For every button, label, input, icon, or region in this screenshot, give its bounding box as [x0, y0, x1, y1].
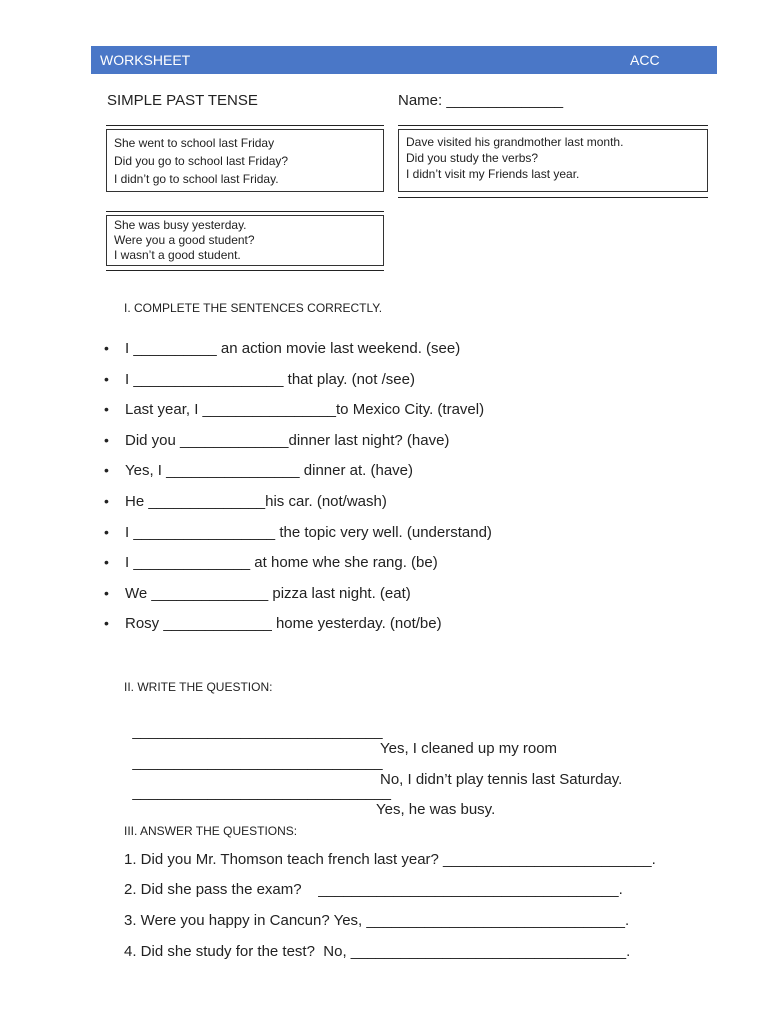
- worksheet-banner: [91, 46, 717, 74]
- given-answer: No, I didn’t play tennis last Saturday.: [380, 771, 623, 788]
- divider: [398, 197, 708, 198]
- example-line: She was busy yesterday.: [114, 218, 247, 232]
- list-item: • I __________________ that play. (not /see): [104, 371, 492, 402]
- list-item: • Did you _____________dinner last night? (have): [104, 432, 492, 463]
- banner-title: WORKSHEET: [100, 52, 191, 68]
- divider: [106, 125, 384, 126]
- list-item: • We ______________ pizza last night. (eat): [104, 585, 492, 616]
- section-2-heading: II. WRITE THE QUESTION:: [124, 680, 273, 694]
- question-blank[interactable]: ______________________________: [132, 754, 383, 771]
- example-line: Dave visited his grandmother last month.: [406, 135, 624, 149]
- divider: [106, 211, 384, 212]
- divider: [106, 270, 384, 271]
- list-item: • He ______________his car. (not/wash): [104, 493, 492, 524]
- example-line: Did you go to school last Friday?: [114, 154, 289, 168]
- section-1-list: [104, 340, 492, 646]
- list-item: • I _________________ the topic very well. (understand): [104, 524, 492, 555]
- name-field[interactable]: Name: ______________: [398, 92, 564, 109]
- question-row: [124, 767, 496, 818]
- example-line: I didn’t go to school last Friday.: [114, 172, 279, 186]
- answer-question: 4. Did she study for the test? No, _________________________________.: [124, 943, 631, 960]
- question-blank[interactable]: _______________________________: [132, 784, 391, 801]
- given-answer: Yes, I cleaned up my room: [380, 740, 558, 757]
- question-blank[interactable]: ______________________________: [132, 723, 383, 740]
- example-line: I didn’t visit my Friends last year.: [406, 167, 580, 181]
- list-item: • Rosy _____________ home yesterday. (not/be): [104, 615, 492, 646]
- list-item: • I __________ an action movie last weekend. (see): [104, 340, 492, 371]
- example-line: Were you a good student?: [114, 233, 255, 247]
- list-item: • Last year, I ________________to Mexico City. (travel): [104, 401, 492, 432]
- list-item: • I ______________ at home whe she rang. (be): [104, 554, 492, 585]
- example-line: I wasn’t a good student.: [114, 248, 241, 262]
- list-item: • Yes, I ________________ dinner at. (have): [104, 462, 492, 493]
- example-box-2: [398, 129, 708, 192]
- section-1-heading: I. COMPLETE THE SENTENCES CORRECTLY.: [124, 301, 383, 315]
- banner-code: ACC: [630, 52, 660, 68]
- example-line: She went to school last Friday: [114, 136, 275, 150]
- page-title: SIMPLE PAST TENSE: [107, 92, 258, 109]
- example-line: Did you study the verbs?: [406, 151, 539, 165]
- example-box-1: [106, 129, 384, 192]
- given-answer: Yes, he was busy.: [376, 801, 496, 818]
- answer-question: 3. Were you happy in Cancun? Yes, _______________________________.: [124, 912, 630, 929]
- answer-question: 1. Did you Mr. Thomson teach french last year? _________________________.: [124, 851, 656, 868]
- example-box-3: [106, 215, 384, 266]
- divider: [398, 125, 708, 126]
- answer-question: 2. Did she pass the exam? ____________________________________.: [124, 881, 623, 898]
- section-3-heading: III. ANSWER THE QUESTIONS:: [124, 824, 298, 838]
